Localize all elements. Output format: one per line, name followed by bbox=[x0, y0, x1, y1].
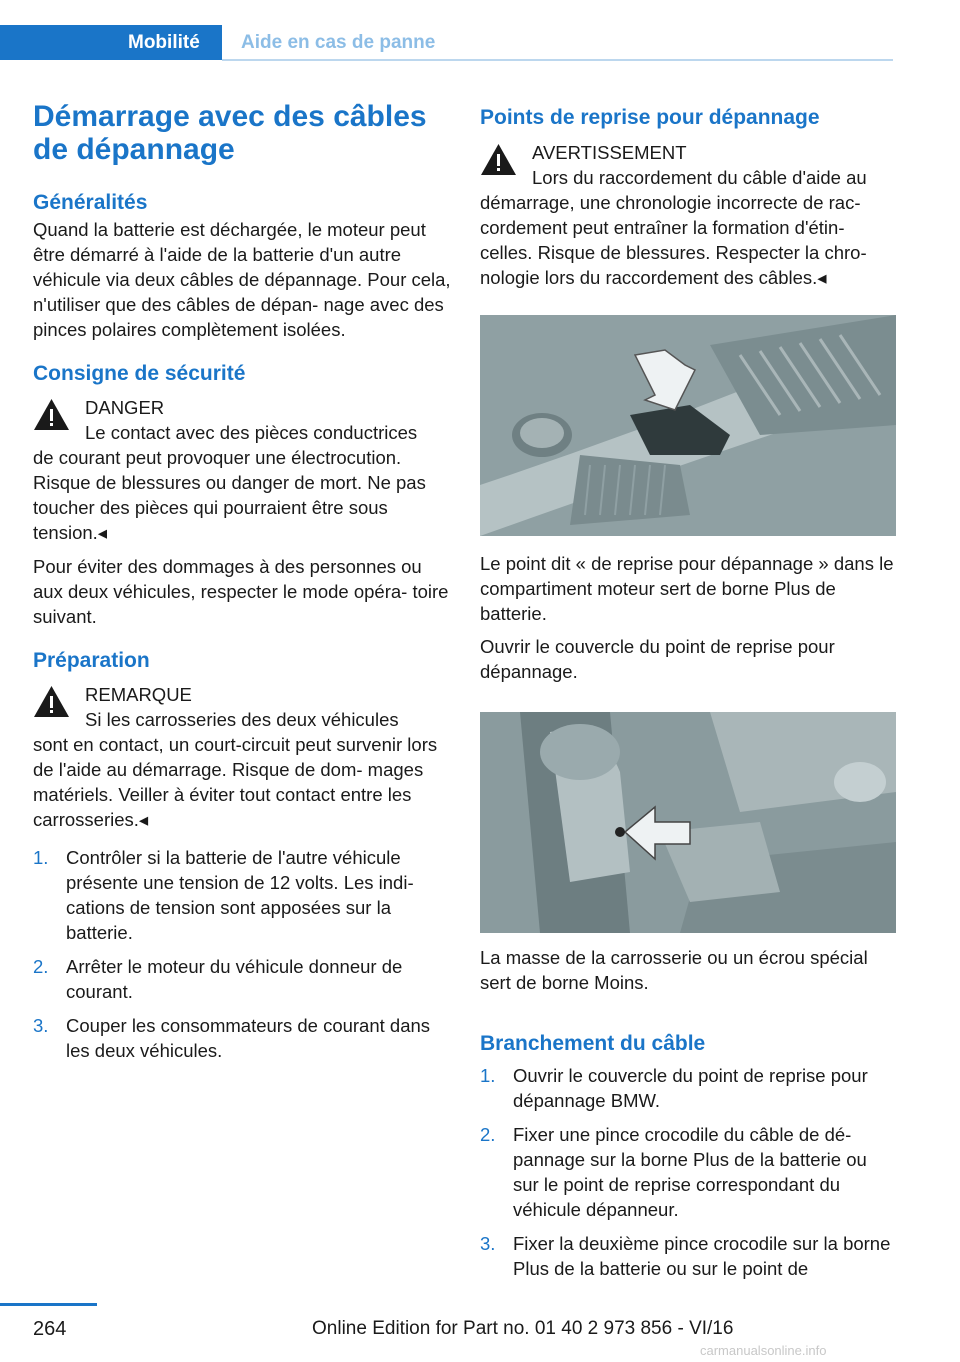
heading-branchement: Branchement du câble bbox=[480, 1032, 706, 1055]
list-item bbox=[33, 845, 451, 945]
tab-mobilite[interactable]: Mobilité bbox=[0, 25, 222, 60]
step-number: 1. bbox=[480, 1065, 496, 1086]
danger-text: de courant peut provoquer une électrocution. Risque de blessures ou danger de mort. Ne pas toucher des pièces qui pourraient être sous tension.◂ bbox=[33, 447, 426, 543]
header bbox=[0, 0, 893, 60]
step-number: 1. bbox=[33, 847, 49, 868]
warning-label: AVERTISSEMENT bbox=[532, 142, 687, 163]
heading-generalites: Généralités bbox=[33, 191, 148, 214]
generalites-text: Quand la batterie est déchargée, le moteur peut être démarré à l'aide de la batterie d'un autre véhicule via deux câbles de dépannage. Pour cela, n'utiliser que des câbles de dépan‐ nage avec des pinces polaires complètement isolées. bbox=[33, 219, 451, 340]
heading-preparation: Préparation bbox=[33, 649, 150, 672]
page-number: 264 bbox=[33, 1318, 67, 1340]
warning-triangle-icon bbox=[33, 685, 70, 718]
left-column bbox=[33, 100, 451, 1072]
notice-text: sont en contact, un court-circuit peut survenir lors de l'aide au démarrage. Risque de dom‐ mages matériels. Veiller à éviter tout contact entre les carrosseries.◂ bbox=[33, 734, 438, 830]
branchement-steps bbox=[480, 1063, 896, 1281]
heading-points-de-reprise: Points de reprise pour dépannage bbox=[480, 106, 820, 129]
danger-block bbox=[33, 395, 451, 545]
warning-triangle-icon bbox=[480, 143, 517, 176]
watermark: carmanualsonline.info bbox=[700, 1343, 827, 1358]
notice-line1: Si les carrosseries des deux véhicules bbox=[85, 709, 399, 730]
reprise-text: Le point dit « de reprise pour dépannage » dans le compartiment moteur sert de borne Plus de batterie. bbox=[480, 553, 894, 624]
step-text: Couper les consommateurs de courant dans les deux véhicules. bbox=[66, 1015, 431, 1061]
step-text: Fixer la deuxième pince crocodile sur la borne Plus de la batterie ou sur le point de bbox=[513, 1233, 891, 1279]
consigne-text: Pour éviter des dommages à des personnes ou aux deux véhicules, respecter le mode opéra‐ toire suivant. bbox=[33, 556, 449, 627]
notice-label: REMARQUE bbox=[85, 684, 192, 705]
list-item bbox=[480, 1122, 896, 1222]
preparation-steps bbox=[33, 845, 451, 1063]
body-ground-photo bbox=[480, 712, 896, 933]
edition-text: Online Edition for Part no. 01 40 2 973 856 - VI/16 bbox=[312, 1318, 734, 1339]
tab-aide-en-cas-de-panne[interactable]: Aide en cas de panne bbox=[241, 32, 436, 53]
list-item bbox=[33, 954, 451, 1004]
warning-text: démarrage, une chronologie incorrecte de rac‐ cordement peut entraîner la formation d'étin‐ celles. Risque de blessures. Respecter la chro‐ nologie lors du raccordement des câbles.◂ bbox=[480, 192, 867, 288]
page-title: Démarrage avec des câbles de dépannage bbox=[33, 100, 427, 166]
step-number: 3. bbox=[33, 1015, 49, 1036]
masse-text: La masse de la carrosserie ou un écrou spécial sert de borne Moins. bbox=[480, 947, 868, 993]
step-number: 3. bbox=[480, 1233, 496, 1254]
warning-block bbox=[480, 140, 896, 290]
step-text: Arrêter le moteur du véhicule donneur de courant. bbox=[66, 956, 403, 1002]
step-text: Contrôler si la batterie de l'autre véhicule présente une tension de 12 volts. Les indi‐ cations de tension sont apposées sur la batterie. bbox=[66, 847, 414, 943]
engine-compartment-photo bbox=[480, 315, 896, 536]
list-item bbox=[480, 1063, 896, 1113]
right-column bbox=[480, 104, 896, 1290]
warning-line1: Lors du raccordement du câble d'aide au bbox=[532, 167, 867, 188]
danger-label: DANGER bbox=[85, 397, 165, 418]
step-number: 2. bbox=[480, 1124, 496, 1145]
header-divider bbox=[222, 59, 893, 61]
footer-divider bbox=[0, 1303, 97, 1306]
warning-triangle-icon bbox=[33, 398, 70, 431]
step-text: Ouvrir le couvercle du point de reprise pour dépannage BMW. bbox=[513, 1065, 868, 1111]
danger-line1: Le contact avec des pièces conductrices bbox=[85, 422, 418, 443]
ouvrir-text: Ouvrir le couvercle du point de reprise pour dépannage. bbox=[480, 636, 835, 682]
list-item bbox=[33, 1013, 451, 1063]
notice-block bbox=[33, 682, 451, 832]
step-number: 2. bbox=[33, 956, 49, 977]
step-text: Fixer une pince crocodile du câble de dé‐ pannage sur la borne Plus de la batterie ou sur le point de reprise correspondant du véhicule dépanneur. bbox=[513, 1124, 867, 1220]
heading-consigne: Consigne de sécurité bbox=[33, 362, 246, 385]
list-item bbox=[480, 1231, 896, 1281]
